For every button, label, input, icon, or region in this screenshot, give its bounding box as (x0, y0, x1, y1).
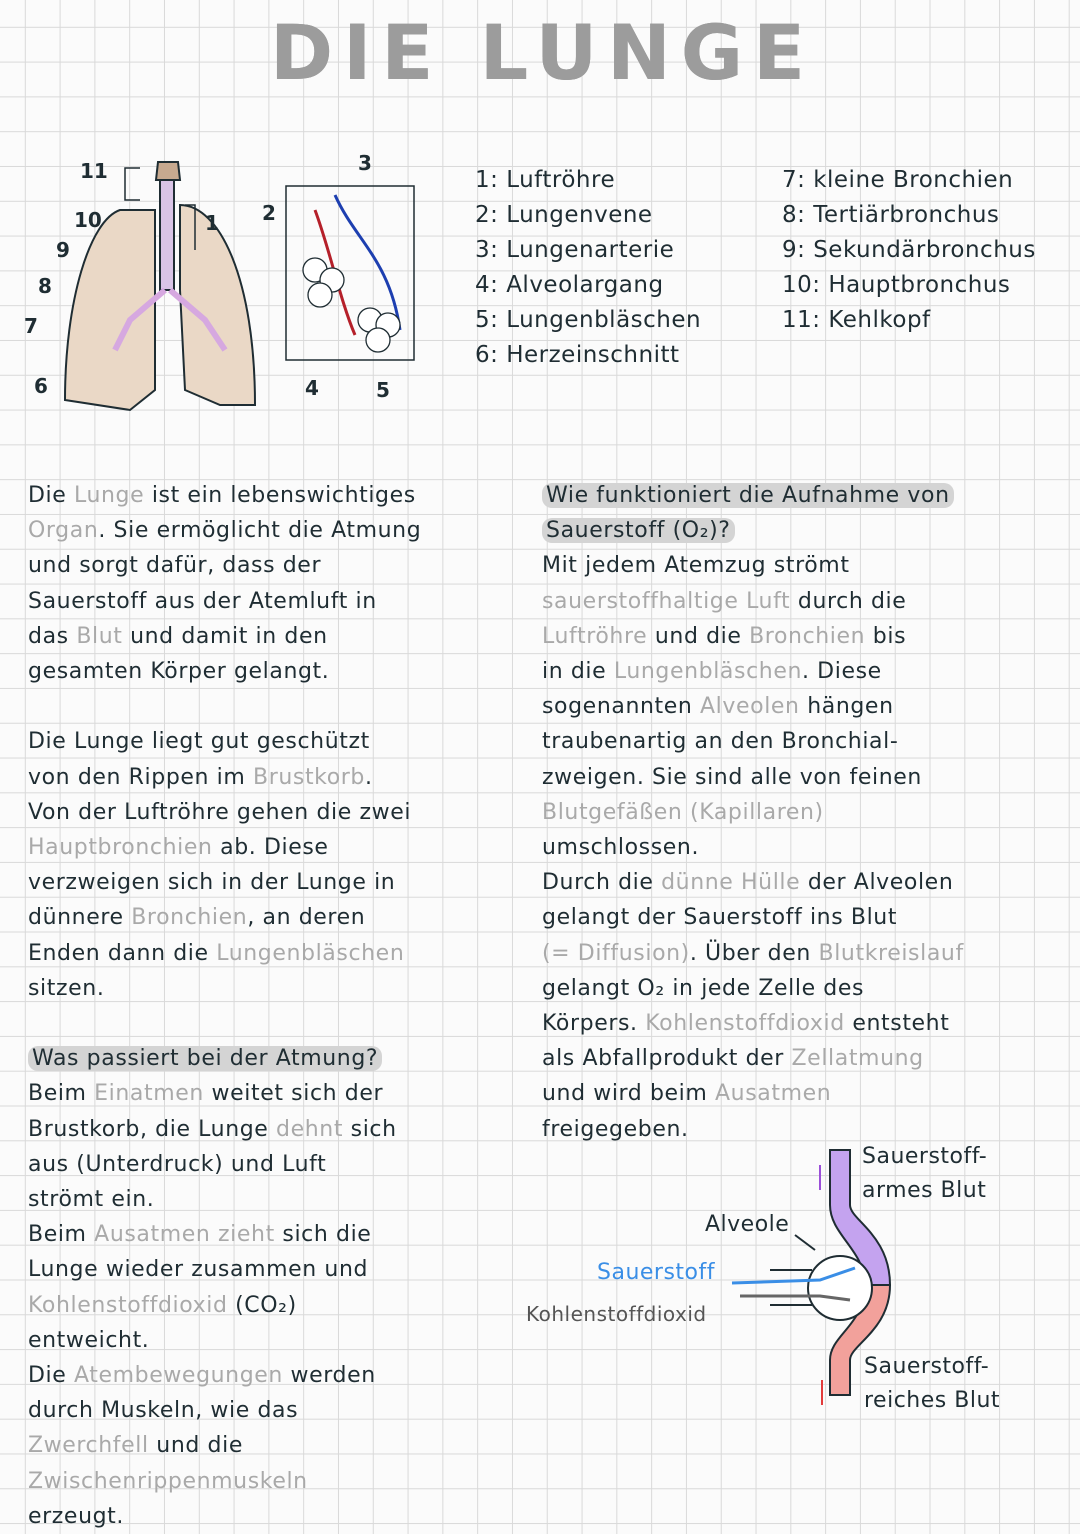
highlighted-term: Zellatmung (791, 1046, 924, 1072)
highlighted-term: Ausatmen zieht (94, 1222, 275, 1248)
text-line (28, 971, 421, 1006)
highlighted-term: Luftröhre (542, 623, 648, 649)
label-8: 8 (38, 274, 52, 298)
text-segment: in die (542, 659, 614, 685)
alveole-label: Alveole (705, 1212, 790, 1237)
text-line (28, 830, 421, 865)
text-segment: und damit in den (122, 623, 328, 649)
text-segment: gesamten Körper gelangt. (28, 659, 330, 685)
text-segment: bis (865, 623, 907, 649)
label-line: armes Blut (862, 1178, 987, 1203)
legend-item: 1: Luftröhre (475, 167, 616, 193)
text-line (28, 689, 421, 724)
text-line (28, 1428, 421, 1463)
highlighted-term: Blutkreislauf (818, 940, 964, 966)
text-line (28, 1112, 421, 1147)
text-line (542, 760, 964, 795)
text-segment: aus (Unterdruck) und Luft (28, 1151, 327, 1177)
text-segment: entweicht. (28, 1327, 150, 1353)
text-segment: ist ein lebenswichtiges (144, 483, 416, 508)
text-segment: durch die (790, 588, 907, 614)
text-segment: dünnere (28, 905, 132, 931)
text-segment: das (28, 623, 77, 649)
text-segment: Durch die (542, 870, 662, 896)
legend-item: 11: Kehlkopf (782, 307, 931, 333)
text-line (542, 936, 964, 971)
text-segment: Die Lunge liegt gut geschützt (28, 729, 370, 755)
text-line (28, 1076, 421, 1111)
text-segment: Körpers. (542, 1011, 646, 1037)
text-line (28, 936, 421, 971)
text-line (28, 513, 421, 548)
text-line (542, 1006, 964, 1041)
text-line (542, 971, 964, 1006)
label-5: 5 (376, 378, 390, 402)
section-heading: Was passiert bei der Atmung? (28, 1046, 382, 1071)
text-line (28, 1041, 421, 1076)
legend-item: 2: Lungenvene (475, 202, 653, 228)
left-column (28, 478, 421, 1534)
text-segment: Enden dann die (28, 940, 217, 966)
text-segment: werden (282, 1363, 376, 1389)
text-segment: . (365, 764, 373, 790)
highlighted-term: Hauptbronchien (28, 835, 213, 861)
legend-left (475, 163, 701, 373)
text-segment: zweigen. Sie sind alle von feinen (542, 764, 922, 790)
text-segment: . Diese (802, 659, 882, 685)
highlighted-term: Brustkorb (253, 764, 365, 790)
text-segment: Von der Luftröhre gehen die zwei (28, 799, 412, 825)
label-1: 1 (205, 211, 219, 235)
text-line (542, 724, 964, 759)
lung-diagram (20, 150, 440, 420)
text-segment: durch Muskeln, wie das (28, 1398, 299, 1424)
legend-item: 7: kleine Bronchien (782, 167, 1014, 193)
text-segment: der Alveolen (800, 870, 954, 896)
label-line: Sauerstoff- (862, 1144, 988, 1169)
text-line (542, 513, 964, 548)
legend-item: 5: Lungenbläschen (475, 307, 702, 333)
text-segment: ab. Diese (212, 835, 329, 861)
legend-item: 6: Herzeinschnitt (475, 342, 680, 368)
text-line (542, 584, 964, 619)
text-line (28, 1182, 421, 1217)
text-segment: als Abfallprodukt der (542, 1046, 792, 1072)
text-line (28, 619, 421, 654)
text-segment: strömt ein. (28, 1187, 155, 1213)
section-heading: Wie funktioniert die Aufnahme von (542, 483, 954, 508)
highlighted-term: Lungenbläschen (613, 659, 802, 685)
highlighted-term: Bronchien (749, 623, 866, 649)
text-segment: Beim (28, 1081, 95, 1107)
highlighted-term: Lunge (73, 483, 145, 508)
text-segment: verzweigen sich in der Lunge in (28, 870, 396, 896)
oxygen-label: Sauerstoff (597, 1260, 716, 1285)
label-11: 11 (80, 159, 108, 183)
text-line (542, 478, 964, 513)
highlighted-term: Bronchien (131, 905, 248, 931)
text-line (28, 1147, 421, 1182)
text-segment: sich die (274, 1222, 372, 1248)
text-line (28, 1464, 421, 1499)
text-line (28, 1358, 421, 1393)
label-line: reiches Blut (864, 1388, 1001, 1413)
text-segment: Die (28, 483, 74, 508)
highlighted-term: Zwerchfell (28, 1433, 149, 1459)
text-line (28, 1323, 421, 1358)
text-segment: gelangt O₂ in jede Zelle des (542, 975, 865, 1001)
label-10: 10 (74, 208, 102, 232)
label-2: 2 (262, 201, 276, 225)
text-line (28, 478, 421, 513)
label-3: 3 (358, 151, 372, 175)
text-line (28, 1393, 421, 1428)
highlighted-term: Ausatmen (715, 1081, 832, 1107)
text-segment: weitet sich der (203, 1081, 384, 1107)
text-line (542, 900, 964, 935)
text-segment: und die (148, 1433, 243, 1459)
legend-item: 9: Sekundärbronchus (782, 237, 1036, 263)
highlighted-term: dünne Hülle (661, 870, 801, 896)
text-segment: Mit jedem Atemzug strömt (542, 553, 850, 579)
text-segment: . Über den (689, 940, 819, 966)
label-7: 7 (24, 314, 38, 338)
highlighted-term: Kohlenstoffdioxid (645, 1011, 845, 1037)
text-segment: freigegeben. (542, 1116, 689, 1142)
text-line (28, 865, 421, 900)
text-segment: von den Rippen im (28, 764, 253, 790)
text-line (28, 1006, 421, 1041)
text-segment: erzeugt. (28, 1503, 124, 1529)
highlighted-term: Atembewegungen (73, 1363, 283, 1389)
label-6: 6 (34, 374, 48, 398)
label-4: 4 (305, 376, 319, 400)
label-9: 9 (56, 238, 70, 262)
text-line (28, 724, 421, 759)
legend-right (782, 163, 1036, 338)
text-line (28, 900, 421, 935)
text-segment: Sauerstoff aus der Atemluft in (28, 588, 377, 614)
text-line (542, 830, 964, 865)
label-line: Sauerstoff- (864, 1354, 990, 1379)
text-segment: sogenannten (542, 694, 701, 720)
text-line (542, 865, 964, 900)
text-segment: und sorgt dafür, dass der (28, 553, 322, 579)
text-line (542, 1041, 964, 1076)
text-segment: , an deren (247, 905, 366, 931)
text-segment: Brustkorb, die Lunge (28, 1116, 277, 1142)
text-segment: hängen (799, 694, 894, 720)
text-line (28, 795, 421, 830)
text-line (28, 1499, 421, 1534)
legend-item: 8: Tertiärbronchus (782, 202, 1000, 228)
text-segment: und wird beim (542, 1081, 716, 1107)
highlighted-term: Alveolen (700, 694, 800, 720)
text-segment: umschlossen. (542, 835, 700, 861)
text-segment: und die (647, 623, 750, 649)
text-line (28, 548, 421, 583)
text-line (542, 619, 964, 654)
text-segment: traubenartig an den Bronchial- (542, 729, 899, 755)
text-line (542, 689, 964, 724)
text-segment: sitzen. (28, 975, 105, 1001)
text-segment: gelangt der Sauerstoff ins Blut (542, 905, 898, 931)
text-segment: (CO₂) (227, 1292, 297, 1318)
text-segment: sich (343, 1116, 397, 1142)
text-line (28, 584, 421, 619)
legend-item: 4: Alveolargang (475, 272, 664, 298)
highlighted-term: Blutgefäßen (Kapillaren) (542, 799, 824, 825)
text-line (28, 760, 421, 795)
right-column (542, 478, 964, 1147)
text-line (28, 654, 421, 689)
highlighted-term: Organ (28, 518, 99, 544)
text-segment: Die (28, 1363, 74, 1389)
legend-item: 10: Hauptbronchus (782, 272, 1011, 298)
text-line (542, 795, 964, 830)
page-title (270, 8, 815, 97)
highlighted-term: Kohlenstoffdioxid (28, 1292, 228, 1318)
highlighted-term: sauerstoffhaltige Luft (542, 588, 791, 614)
highlighted-term: dehnt (276, 1116, 344, 1142)
highlighted-term: Einatmen (94, 1081, 204, 1107)
legend-item: 3: Lungenarterie (475, 237, 675, 263)
text-line (28, 1252, 421, 1287)
co2-label: Kohlenstoffdioxid (526, 1302, 707, 1326)
text-segment: Beim (28, 1222, 95, 1248)
text-line (28, 1288, 421, 1323)
title-text: DIE LUNGE (270, 8, 816, 97)
highlighted-term: Lungenbläschen (216, 940, 405, 966)
deoxygenated-blood-label (862, 1140, 987, 1208)
text-segment: entsteht (844, 1011, 950, 1037)
text-segment: Lunge wieder zusammen und (28, 1257, 369, 1283)
highlighted-term: (= Diffusion) (542, 940, 690, 966)
text-line (28, 1217, 421, 1252)
section-heading: Sauerstoff (O₂)? (542, 518, 735, 543)
highlighted-term: Zwischenrippenmuskeln (28, 1468, 308, 1494)
text-line (542, 654, 964, 689)
text-segment: . Sie ermöglicht die Atmung (98, 518, 422, 544)
highlighted-term: Blut (76, 623, 123, 649)
oxygenated-blood-label (864, 1350, 1000, 1418)
text-line (542, 548, 964, 583)
text-line (542, 1076, 964, 1111)
